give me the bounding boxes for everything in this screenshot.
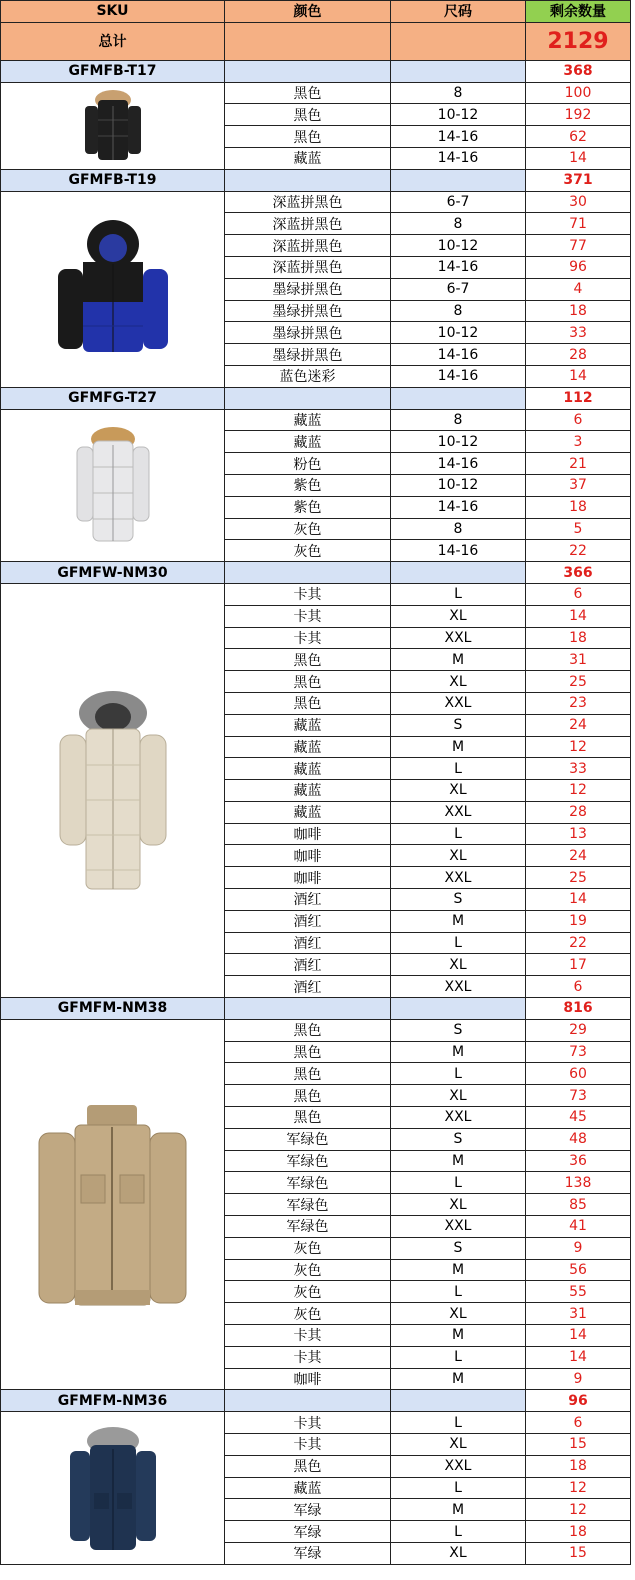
size-cell: XL	[391, 1542, 526, 1564]
color-cell: 卡其	[225, 583, 391, 605]
color-cell: 藏蓝	[225, 409, 391, 431]
total-label: 总计	[1, 22, 225, 60]
color-cell: 灰色	[225, 540, 391, 562]
qty-cell: 60	[526, 1063, 631, 1085]
sku-total: 366	[526, 562, 631, 584]
size-cell: M	[391, 1499, 526, 1521]
color-cell: 灰色	[225, 1259, 391, 1281]
sku-code: GFMFM-NM36	[1, 1390, 225, 1412]
blue-black-hooded-puffer-jacket-icon	[43, 214, 183, 364]
color-cell: 深蓝拼黑色	[225, 213, 391, 235]
size-cell: S	[391, 1128, 526, 1150]
qty-cell: 25	[526, 671, 631, 693]
size-cell: XL	[391, 954, 526, 976]
size-cell: S	[391, 1237, 526, 1259]
color-cell: 灰色	[225, 1281, 391, 1303]
sku-row	[1, 169, 631, 191]
color-cell: 卡其	[225, 1325, 391, 1347]
size-cell: S	[391, 714, 526, 736]
size-cell: S	[391, 889, 526, 911]
qty-cell: 31	[526, 1303, 631, 1325]
size-cell: 10-12	[391, 322, 526, 344]
color-cell: 黑色	[225, 671, 391, 693]
color-cell: 军绿色	[225, 1194, 391, 1216]
table-row	[1, 82, 631, 104]
sku-total: 371	[526, 169, 631, 191]
qty-cell: 22	[526, 540, 631, 562]
size-cell: L	[391, 1477, 526, 1499]
qty-cell: 12	[526, 736, 631, 758]
color-cell: 军绿	[225, 1542, 391, 1564]
sku-row	[1, 1390, 631, 1412]
qty-cell: 71	[526, 213, 631, 235]
color-cell: 军绿色	[225, 1150, 391, 1172]
qty-cell: 36	[526, 1150, 631, 1172]
color-cell: 紫色	[225, 496, 391, 518]
color-cell: 军绿色	[225, 1128, 391, 1150]
product-image	[1, 1019, 225, 1390]
color-cell: 卡其	[225, 627, 391, 649]
qty-cell: 77	[526, 235, 631, 257]
size-cell: L	[391, 1063, 526, 1085]
size-cell: M	[391, 1368, 526, 1390]
color-cell: 咖啡	[225, 845, 391, 867]
color-cell: 灰色	[225, 518, 391, 540]
color-cell: 酒红	[225, 889, 391, 911]
size-cell: 8	[391, 409, 526, 431]
table-row	[1, 409, 631, 431]
qty-cell: 45	[526, 1107, 631, 1129]
size-cell: XL	[391, 1085, 526, 1107]
color-cell: 酒红	[225, 910, 391, 932]
black-hooded-puffer-jacket-icon	[68, 86, 158, 166]
qty-cell: 14	[526, 365, 631, 387]
color-cell: 深蓝拼黑色	[225, 191, 391, 213]
total-value: 2129	[526, 22, 631, 60]
qty-cell: 24	[526, 845, 631, 867]
size-cell: M	[391, 1259, 526, 1281]
color-cell: 黑色	[225, 1455, 391, 1477]
size-cell: L	[391, 1172, 526, 1194]
color-cell: 黑色	[225, 1085, 391, 1107]
qty-cell: 3	[526, 431, 631, 453]
size-cell: 8	[391, 213, 526, 235]
qty-cell: 12	[526, 780, 631, 802]
size-cell: XXL	[391, 867, 526, 889]
color-cell: 深蓝拼黑色	[225, 256, 391, 278]
header-color: 颜色	[225, 1, 391, 23]
size-cell: 10-12	[391, 474, 526, 496]
size-cell: L	[391, 1346, 526, 1368]
size-cell: XL	[391, 1194, 526, 1216]
qty-cell: 15	[526, 1434, 631, 1456]
color-cell: 粉色	[225, 453, 391, 475]
qty-cell: 17	[526, 954, 631, 976]
sku-total: 816	[526, 998, 631, 1020]
size-cell: 8	[391, 518, 526, 540]
table-row	[1, 191, 631, 213]
qty-cell: 25	[526, 867, 631, 889]
size-cell: XXL	[391, 1107, 526, 1129]
size-cell: 10-12	[391, 431, 526, 453]
size-cell: M	[391, 649, 526, 671]
product-image	[1, 82, 225, 169]
color-cell: 墨绿拼黑色	[225, 300, 391, 322]
qty-cell: 23	[526, 692, 631, 714]
color-cell: 蓝色迷彩	[225, 365, 391, 387]
qty-cell: 12	[526, 1477, 631, 1499]
qty-cell: 14	[526, 1325, 631, 1347]
size-cell: L	[391, 758, 526, 780]
qty-cell: 9	[526, 1368, 631, 1390]
sku-code: GFMFG-T27	[1, 387, 225, 409]
qty-cell: 18	[526, 300, 631, 322]
color-cell: 黑色	[225, 1041, 391, 1063]
size-cell: 14-16	[391, 453, 526, 475]
color-cell: 军绿色	[225, 1216, 391, 1238]
color-cell: 灰色	[225, 1237, 391, 1259]
qty-cell: 30	[526, 191, 631, 213]
white-hooded-puffer-coat-icon	[63, 423, 163, 548]
color-cell: 墨绿拼黑色	[225, 322, 391, 344]
size-cell: L	[391, 823, 526, 845]
qty-cell: 22	[526, 932, 631, 954]
sku-code: GFMFB-T17	[1, 60, 225, 82]
qty-cell: 73	[526, 1041, 631, 1063]
header-size: 尺码	[391, 1, 526, 23]
qty-cell: 12	[526, 1499, 631, 1521]
size-cell: XXL	[391, 801, 526, 823]
qty-cell: 28	[526, 344, 631, 366]
color-cell: 黑色	[225, 1063, 391, 1085]
color-cell: 藏蓝	[225, 780, 391, 802]
sku-row	[1, 60, 631, 82]
sku-row	[1, 562, 631, 584]
qty-cell: 14	[526, 605, 631, 627]
color-cell: 藏蓝	[225, 736, 391, 758]
color-cell: 藏蓝	[225, 147, 391, 169]
qty-cell: 96	[526, 256, 631, 278]
qty-cell: 41	[526, 1216, 631, 1238]
size-cell: S	[391, 1019, 526, 1041]
color-cell: 卡其	[225, 605, 391, 627]
color-cell: 黑色	[225, 692, 391, 714]
size-cell: L	[391, 1281, 526, 1303]
qty-cell: 18	[526, 1455, 631, 1477]
color-cell: 卡其	[225, 1412, 391, 1434]
qty-cell: 5	[526, 518, 631, 540]
qty-cell: 100	[526, 82, 631, 104]
size-cell: L	[391, 932, 526, 954]
size-cell: XL	[391, 1303, 526, 1325]
size-cell: XL	[391, 845, 526, 867]
size-cell: 6-7	[391, 278, 526, 300]
size-cell: 14-16	[391, 365, 526, 387]
size-cell: 8	[391, 82, 526, 104]
color-cell: 卡其	[225, 1346, 391, 1368]
product-image	[1, 583, 225, 997]
color-cell: 黑色	[225, 1019, 391, 1041]
color-cell: 咖啡	[225, 823, 391, 845]
qty-cell: 29	[526, 1019, 631, 1041]
size-cell: 14-16	[391, 147, 526, 169]
qty-cell: 4	[526, 278, 631, 300]
size-cell: L	[391, 583, 526, 605]
sku-code: GFMFB-T19	[1, 169, 225, 191]
color-cell: 藏蓝	[225, 1477, 391, 1499]
size-cell: L	[391, 1412, 526, 1434]
qty-cell: 18	[526, 1521, 631, 1543]
size-cell: 14-16	[391, 496, 526, 518]
qty-cell: 18	[526, 496, 631, 518]
header-sku: SKU	[1, 1, 225, 23]
color-cell: 咖啡	[225, 867, 391, 889]
color-cell: 深蓝拼黑色	[225, 235, 391, 257]
color-cell: 卡其	[225, 1434, 391, 1456]
qty-cell: 48	[526, 1128, 631, 1150]
size-cell: XL	[391, 605, 526, 627]
qty-cell: 33	[526, 322, 631, 344]
color-cell: 黑色	[225, 82, 391, 104]
qty-cell: 6	[526, 583, 631, 605]
size-cell: 14-16	[391, 344, 526, 366]
qty-cell: 62	[526, 126, 631, 148]
size-cell: M	[391, 1150, 526, 1172]
size-cell: M	[391, 1325, 526, 1347]
qty-cell: 28	[526, 801, 631, 823]
size-cell: 10-12	[391, 104, 526, 126]
size-cell: XL	[391, 671, 526, 693]
qty-cell: 6	[526, 976, 631, 998]
size-cell: XXL	[391, 692, 526, 714]
qty-cell: 14	[526, 1346, 631, 1368]
navy-parka-jacket-icon	[58, 1423, 168, 1553]
size-cell: M	[391, 1041, 526, 1063]
color-cell: 墨绿拼黑色	[225, 278, 391, 300]
color-cell: 紫色	[225, 474, 391, 496]
qty-cell: 56	[526, 1259, 631, 1281]
header-row	[1, 1, 631, 23]
size-cell: XXL	[391, 1216, 526, 1238]
qty-cell: 138	[526, 1172, 631, 1194]
table-row	[1, 1412, 631, 1434]
color-cell: 酒红	[225, 932, 391, 954]
qty-cell: 6	[526, 409, 631, 431]
sku-total: 96	[526, 1390, 631, 1412]
size-cell: L	[391, 1521, 526, 1543]
color-cell: 黑色	[225, 1107, 391, 1129]
sku-row	[1, 998, 631, 1020]
size-cell: XL	[391, 780, 526, 802]
color-cell: 藏蓝	[225, 714, 391, 736]
sku-total: 112	[526, 387, 631, 409]
color-cell: 酒红	[225, 976, 391, 998]
qty-cell: 18	[526, 627, 631, 649]
size-cell: 14-16	[391, 126, 526, 148]
qty-cell: 31	[526, 649, 631, 671]
product-image	[1, 191, 225, 387]
table-row	[1, 583, 631, 605]
qty-cell: 85	[526, 1194, 631, 1216]
qty-cell: 6	[526, 1412, 631, 1434]
qty-cell: 21	[526, 453, 631, 475]
sku-code: GFMFM-NM38	[1, 998, 225, 1020]
table-row	[1, 1019, 631, 1041]
khaki-field-jacket-icon	[25, 1095, 200, 1315]
size-cell: XL	[391, 1434, 526, 1456]
color-cell: 黑色	[225, 649, 391, 671]
color-cell: 藏蓝	[225, 758, 391, 780]
product-image	[1, 1412, 225, 1565]
qty-cell: 55	[526, 1281, 631, 1303]
qty-cell: 13	[526, 823, 631, 845]
size-cell: XXL	[391, 976, 526, 998]
sku-row	[1, 387, 631, 409]
qty-cell: 37	[526, 474, 631, 496]
qty-cell: 14	[526, 889, 631, 911]
color-cell: 咖啡	[225, 1368, 391, 1390]
size-cell: XXL	[391, 1455, 526, 1477]
size-cell: 6-7	[391, 191, 526, 213]
color-cell: 黑色	[225, 104, 391, 126]
color-cell: 灰色	[225, 1303, 391, 1325]
color-cell: 黑色	[225, 126, 391, 148]
sku-code: GFMFW-NM30	[1, 562, 225, 584]
color-cell: 藏蓝	[225, 801, 391, 823]
size-cell: 10-12	[391, 235, 526, 257]
size-cell: M	[391, 736, 526, 758]
color-cell: 墨绿拼黑色	[225, 344, 391, 366]
qty-cell: 24	[526, 714, 631, 736]
color-cell: 藏蓝	[225, 431, 391, 453]
qty-cell: 33	[526, 758, 631, 780]
qty-cell: 73	[526, 1085, 631, 1107]
qty-cell: 19	[526, 910, 631, 932]
size-cell: 8	[391, 300, 526, 322]
qty-cell: 15	[526, 1542, 631, 1564]
size-cell: 14-16	[391, 256, 526, 278]
size-cell: 14-16	[391, 540, 526, 562]
size-cell: XXL	[391, 627, 526, 649]
size-cell: M	[391, 910, 526, 932]
color-cell: 军绿	[225, 1499, 391, 1521]
product-image	[1, 409, 225, 562]
total-row	[1, 22, 631, 60]
qty-cell: 192	[526, 104, 631, 126]
color-cell: 军绿色	[225, 1172, 391, 1194]
beige-long-puffer-coat-icon	[38, 685, 188, 895]
color-cell: 军绿	[225, 1521, 391, 1543]
color-cell: 酒红	[225, 954, 391, 976]
header-qty: 剩余数量	[526, 1, 631, 23]
qty-cell: 14	[526, 147, 631, 169]
sku-total: 368	[526, 60, 631, 82]
qty-cell: 9	[526, 1237, 631, 1259]
